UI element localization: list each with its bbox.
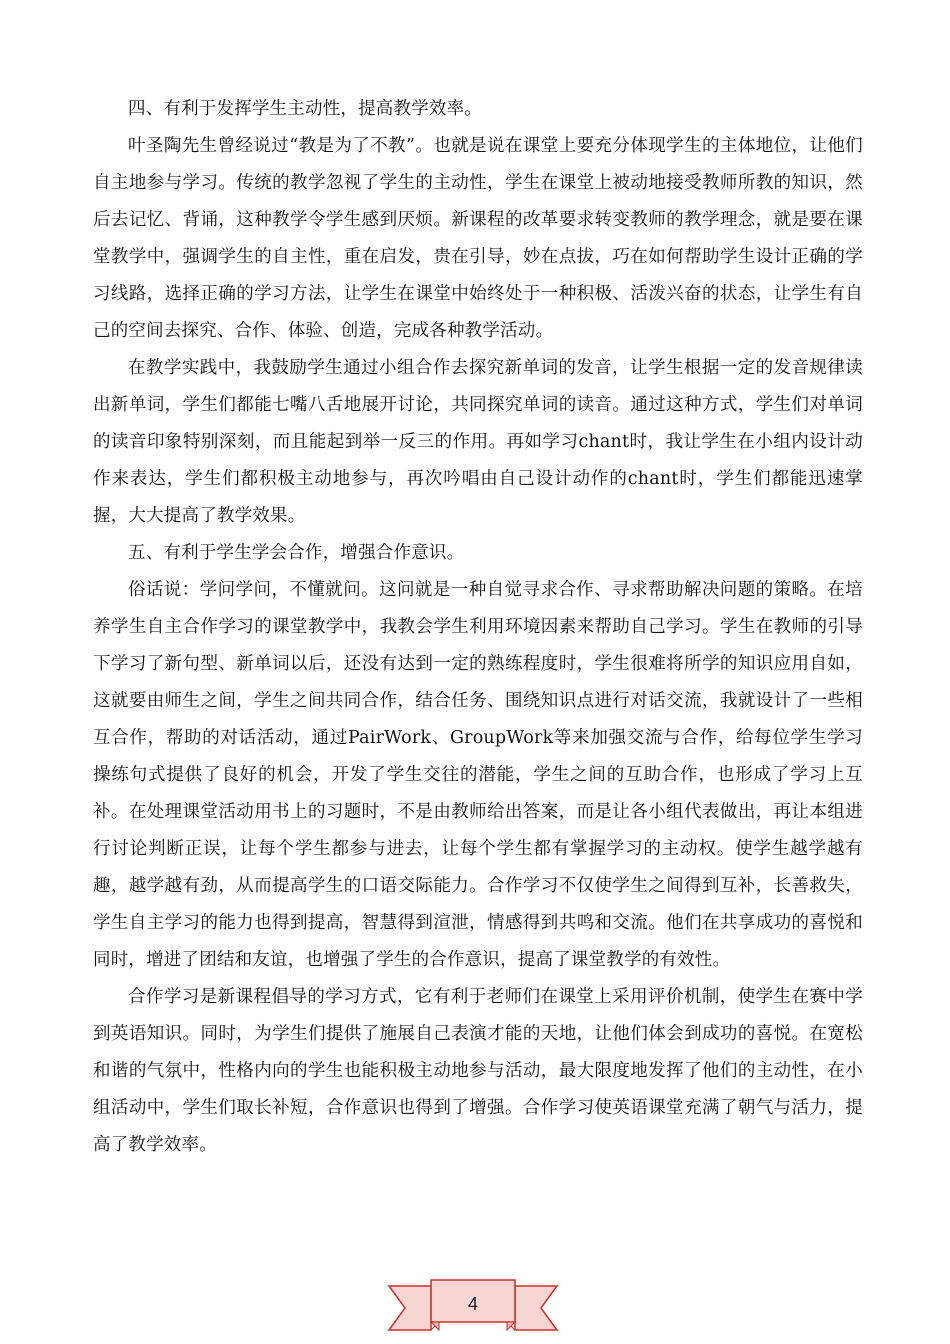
- page-number: 4: [467, 1294, 478, 1314]
- body-paragraph: 在教学实践中，我鼓励学生通过小组合作去探究新单词的发音，让学生根据一定的发音规律读出新单词，学生们都能七嘴八舌地展开讨论，共同探究单词的读音。通过这种方式，学生们对单词的读音印象特别深刻，而且能起到举一反三的作用。再如学习chant时，我让学生在小组内设计动作来表达，学生们都积极主动地参与，再次吟唱由自己设计动作的chant时，学生们都能迅速掌握，大大提高了教学效果。: [93, 358, 863, 526]
- body-paragraph: 叶圣陶先生曾经说过“教是为了不教”。也就是说在课堂上要充分体现学生的主体地位，让他们自主地参与学习。传统的教学忽视了学生的主动性，学生在课堂上被动地接受教师所教的知识，然后去记忆、背诵，这种教学令学生感到厌烦。新课程的改革要求转变教师的教学理念，就是要在课堂教学中，强调学生的自主性，重在启发，贵在引导，妙在点拔，巧在如何帮助学生设计正确的学习线路，选择正确的学习方法，让学生在课堂中始终处于一种积极、活泼兴奋的状态，让学生有自己的空间去探究、合作、体验、创造，完成各种教学活动。: [93, 136, 863, 341]
- body-paragraph: 合作学习是新课程倡导的学习方式，它有利于老师们在课堂上采用评价机制，使学生在赛中学到英语知识。同时，为学生们提供了施展自己表演才能的天地，让他们体会到成功的喜悦。在宽松和谐的气氛中，性格内向的学生也能积极主动地参与活动，最大限度地发挥了他们的主动性，在小组活动中，学生们取长补短，合作意识也得到了增强。合作学习使英语课堂充满了朝气与活力，提高了教学效率。: [93, 987, 863, 1155]
- document-body: [93, 91, 863, 1164]
- section-heading-4: 四、有利于发挥学生主动性，提高教学效率。: [128, 99, 482, 119]
- section-heading-5: 五、有利于学生学会合作，增强合作意识。: [128, 543, 465, 563]
- body-paragraph: 俗话说：学问学问，不懂就问。这问就是一种自觉寻求合作、寻求帮助解决问题的策略。在培养学生自主合作学习的课堂教学中，我教会学生利用环境因素来帮助自己学习。学生在教师的引导下学习了新句型、新单词以后，还没有达到一定的熟练程度时，学生很难将所学的知识应用自如，这就要由师生之间，学生之间共同合作，结合任务、围绕知识点进行对话交流，我就设计了一些相互合作，帮助的对话活动，通过PairWork、GroupWork等来加强交流与合作，给每位学生学习操练句式提供了良好的机会，开发了学生交往的潜能，学生之间的互助合作，也形成了学习上互补。在处理课堂活动用书上的习题时，不是由教师给出答案，而是让各小组代表做出，再让本组进行讨论判断正误，让每个学生都参与进去，让每个学生都有掌握学习的主动权。使学生越学越有趣，越学越有劲，从而提高学生的口语交际能力。合作学习不仅使学生之间得到互补，长善救失，学生自主学习的能力也得到提高，智慧得到渲泄，情感得到共鸣和交流。他们在共享成功的喜悦和同时，增进了团结和友谊，也增强了学生的合作意识，提高了课堂教学的有效性。: [93, 580, 863, 970]
- page-number-banner: [387, 1272, 559, 1336]
